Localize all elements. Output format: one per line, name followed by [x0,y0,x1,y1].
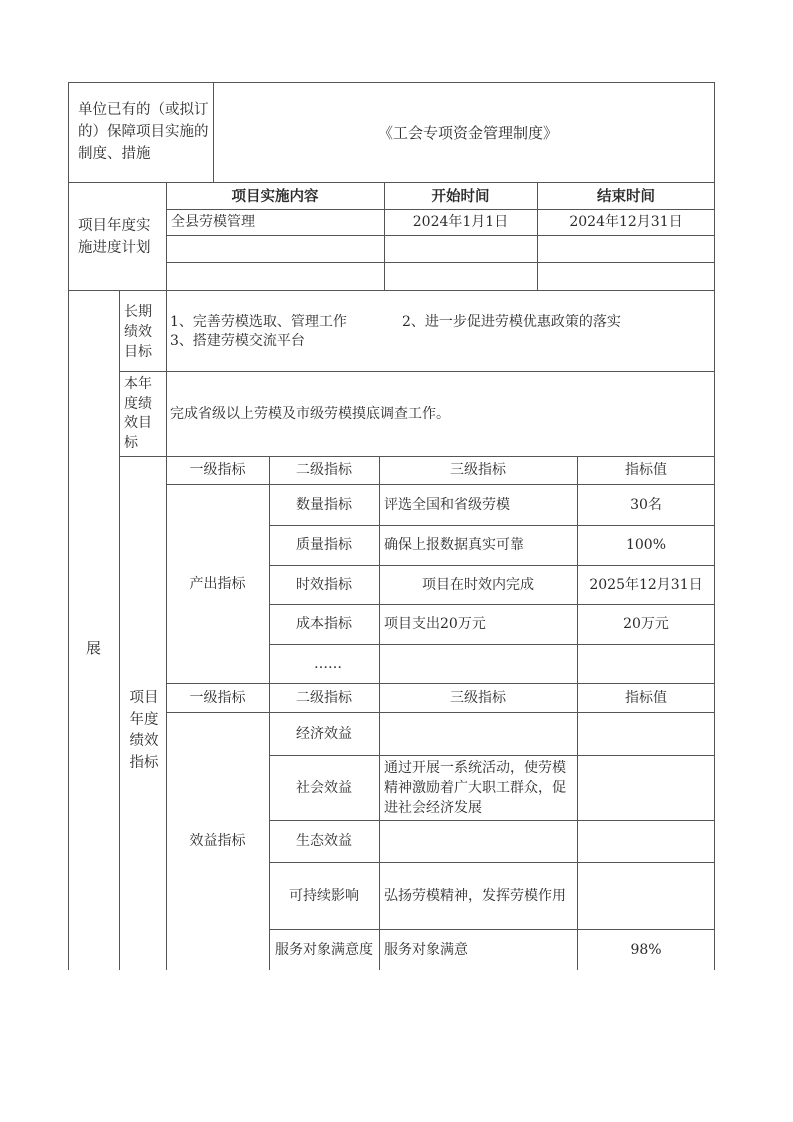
t1-header-l3: 三级指标 [450,462,506,478]
long-term-line1: 1、完善劳模选取、管理工作 [170,313,347,330]
schedule-row-content: 全县劳模管理 [171,214,255,230]
divider [166,290,167,456]
schedule-row-start: 2024年1月1日 [412,214,509,230]
t2-row-l3: 服务对象满意 [384,941,468,958]
divider [379,456,380,970]
t1-row-value: 2025年12月31日 [589,576,703,593]
long-term-line1b: 2、进一步促进劳模优惠政策的落实 [402,313,621,330]
t2-row-l3: 通过开展一系统活动，使劳模精神激励着广大职工群众，促进社会经济发展 [384,760,566,816]
t2-row-l2: 生态效益 [296,833,352,849]
table-border-left [68,82,69,970]
measures-value: 《工会专项资金管理制度》 [378,123,559,142]
t1-header-value: 指标值 [625,462,667,478]
schedule-label: 项目年度实施进度计划 [78,218,151,256]
long-term-label: 长期绩效目标 [124,304,152,360]
t1-row-l2: 数量指标 [296,496,352,513]
table-border-top [68,82,715,83]
schedule-row-end: 2024年12月31日 [569,214,683,230]
t2-row-l2: 社会效益 [296,779,352,796]
annual-value: 完成省级以上劳模及市级劳模摸底调查工作。 [170,405,450,422]
t1-row-l2: 时效指标 [296,576,352,593]
t1-row-value: 20万元 [623,616,669,632]
long-term-line2: 3、搭建劳模交流平台 [170,332,305,349]
schedule-header-content: 项目实施内容 [231,187,319,205]
t2-header-l2: 二级指标 [296,689,352,706]
t2-row-value: 98% [630,941,662,958]
schedule-header-start: 开始时间 [431,187,490,205]
divider [166,235,715,236]
annual-label: 本年度绩效目标 [124,376,152,451]
t2-level1: 效益指标 [189,833,246,849]
divider [213,82,214,182]
t2-row-l2: 经济效益 [296,725,352,742]
t1-row-l2: …… [314,655,342,672]
t1-row-l3: 项目支出20万元 [384,616,486,632]
t2-header-l3: 三级指标 [450,689,506,706]
t2-row-l2: 服务对象满意度 [275,941,373,958]
t1-row-l3: 项目在时效内完成 [422,576,534,593]
t2-header-value: 指标值 [625,689,667,706]
t1-row-l2: 质量指标 [296,537,352,553]
measures-label: 单位已有的（或拟订的）保障项目实施的制度、措施 [78,102,209,162]
divider [119,371,715,372]
divider [166,262,715,263]
t2-header-l1: 一级指标 [189,689,246,706]
t1-row-value: 30名 [630,496,662,513]
schedule-header-end: 结束时间 [597,187,655,205]
t1-row-l2: 成本指标 [296,616,352,632]
indicators-label: 项目年度绩效指标 [129,690,159,771]
t1-header-l2: 二级指标 [296,462,352,478]
t1-level1: 产出指标 [189,575,246,592]
t1-row-value: 100% [625,537,667,553]
divider [119,290,120,970]
t2-row-l2: 可持续影响 [289,887,359,904]
t1-row-l3: 确保上报数据真实可靠 [384,537,524,553]
t1-row-l3: 评选全国和省级劳模 [384,496,510,513]
t2-row-l3: 弘扬劳模精神，发挥劳模作用 [384,888,566,904]
side-label: 展 [85,638,101,657]
t1-header-l1: 一级指标 [189,462,246,478]
